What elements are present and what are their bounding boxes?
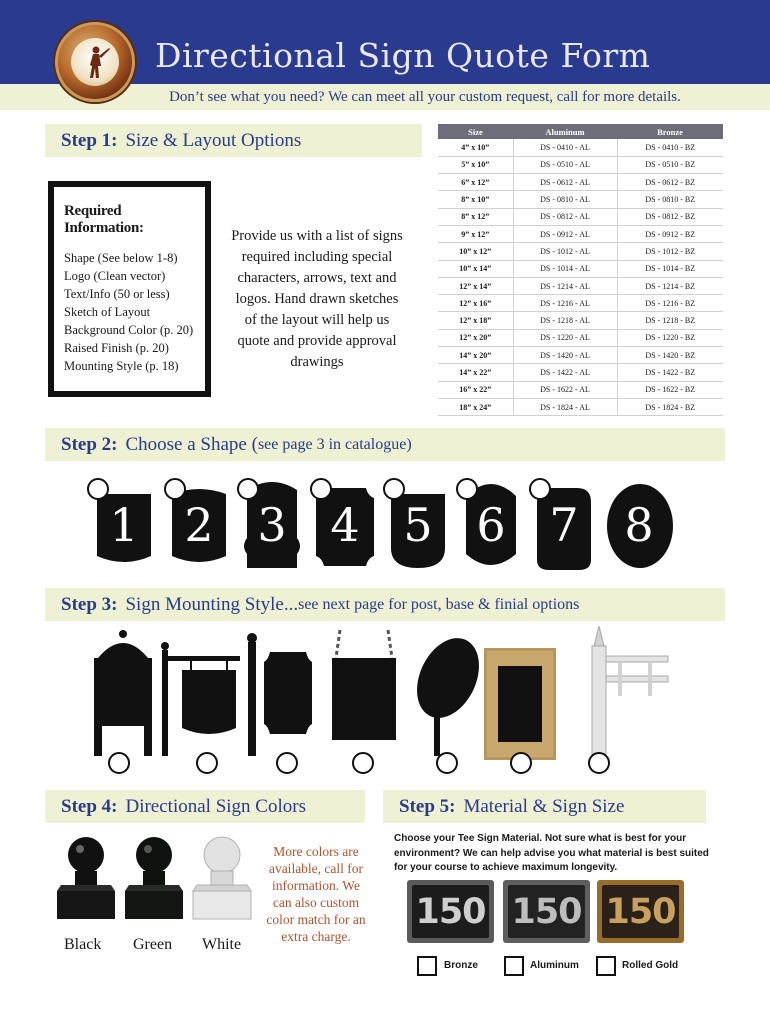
shape-7-checkbox[interactable]: [529, 478, 551, 500]
shape-number: 8: [624, 498, 654, 552]
aluminum-code-cell: DS - 0912 - AL: [513, 225, 617, 242]
size-cell: 12” x 16”: [438, 295, 513, 312]
plate-number: 150: [412, 885, 489, 938]
table-row: [438, 191, 723, 208]
required-info-title: Required Information:: [64, 203, 144, 236]
color-label-green: Green: [133, 936, 173, 953]
aluminum-code-cell: DS - 1622 - AL: [513, 381, 617, 398]
mount-style-3[interactable]: [246, 628, 314, 756]
size-cell: 18” x 24”: [438, 398, 513, 415]
mount-hanging-arm-icon: [160, 628, 242, 756]
column-header-size: Size: [438, 124, 513, 139]
table-row: [438, 295, 723, 312]
mount-single-post-icon: [90, 628, 156, 756]
step4-header: [45, 790, 365, 823]
bronze-code-cell: DS - 1218 - BZ: [617, 312, 723, 329]
bronze-code-cell: DS - 0912 - BZ: [617, 225, 723, 242]
aluminum-code-cell: DS - 1218 - AL: [513, 312, 617, 329]
size-cell: 12” x 14”: [438, 277, 513, 294]
aluminum-code-cell: DS - 1214 - AL: [513, 277, 617, 294]
size-cell: 5” x 10”: [438, 156, 513, 173]
page-subtitle: Don’t see what you need? We can meet all your custom request, call for more details.: [169, 89, 681, 105]
mount-style-7[interactable]: [588, 626, 670, 756]
size-cell: 16” x 22”: [438, 381, 513, 398]
step3-header: [45, 588, 725, 621]
column-header-aluminum: Aluminum: [513, 124, 617, 139]
mount-5-checkbox[interactable]: [436, 752, 458, 774]
rolled-gold-checkbox[interactable]: [596, 956, 616, 976]
size-cell: 6” x 12”: [438, 174, 513, 191]
required-item: Background Color (p. 20): [64, 323, 194, 337]
mount-style-1[interactable]: [90, 628, 156, 756]
step1-header: [45, 124, 422, 157]
plate-number: 150: [508, 885, 585, 938]
bronze-code-cell: DS - 1622 - BZ: [617, 381, 723, 398]
black-post-cap-icon[interactable]: [53, 835, 119, 925]
size-cell: 10” x 12”: [438, 243, 513, 260]
required-item: Logo (Clean vector): [64, 269, 166, 283]
golfer-icon: [71, 38, 119, 86]
shape-option-5[interactable]: [383, 476, 453, 578]
table-row: [438, 156, 723, 173]
bronze-checkbox[interactable]: [417, 956, 437, 976]
table-row: [438, 225, 723, 242]
plate-sample-rolled-gold: [597, 880, 684, 943]
step3-number: Step 3:: [61, 593, 118, 615]
mount-2-checkbox[interactable]: [196, 752, 218, 774]
mount-1-checkbox[interactable]: [108, 752, 130, 774]
table-row: [438, 364, 723, 381]
shape-1-checkbox[interactable]: [87, 478, 109, 500]
table-row: [438, 312, 723, 329]
bronze-code-cell: DS - 1824 - BZ: [617, 398, 723, 415]
aluminum-code-cell: DS - 0510 - AL: [513, 156, 617, 173]
step1-title: Size & Layout Options: [125, 129, 302, 151]
shape-option-4[interactable]: [310, 476, 380, 578]
aluminum-code-cell: DS - 0812 - AL: [513, 208, 617, 225]
rolled-gold-label: Rolled Gold: [622, 960, 679, 971]
required-item: Raised Finish (p. 20): [64, 341, 169, 355]
shape-2-checkbox[interactable]: [164, 478, 186, 500]
bronze-code-cell: DS - 1420 - BZ: [617, 347, 723, 364]
size-cell: 8” x 10”: [438, 191, 513, 208]
mount-6-checkbox[interactable]: [510, 752, 532, 774]
shape-number: 3: [257, 498, 287, 552]
shape-number: 7: [549, 498, 579, 552]
aluminum-code-cell: DS - 0612 - AL: [513, 174, 617, 191]
shape-number: 5: [403, 498, 433, 552]
aluminum-code-cell: DS - 0410 - AL: [513, 139, 617, 156]
table-row: [438, 243, 723, 260]
step5-title: Material & Sign Size: [463, 795, 625, 817]
table-row: [438, 329, 723, 346]
page-title: Directional Sign Quote Form: [155, 36, 651, 75]
required-item: Text/Info (50 or less): [64, 287, 170, 301]
color-label-white: White: [202, 936, 242, 953]
table-row: [438, 398, 723, 415]
aluminum-code-cell: DS - 1420 - AL: [513, 347, 617, 364]
mount-oval-post-icon: [412, 628, 480, 756]
shape-3-checkbox[interactable]: [237, 478, 259, 500]
bronze-code-cell: DS - 0812 - BZ: [617, 208, 723, 225]
required-item: Mounting Style (p. 18): [64, 359, 179, 373]
mount-4-checkbox[interactable]: [352, 752, 374, 774]
step2-header: [45, 428, 725, 461]
shape-option-1[interactable]: [89, 476, 159, 578]
aluminum-code-cell: DS - 0810 - AL: [513, 191, 617, 208]
aluminum-checkbox[interactable]: [504, 956, 524, 976]
plate-sample-aluminum: [503, 880, 590, 943]
bronze-code-cell: DS - 1220 - BZ: [617, 329, 723, 346]
size-cell: 10” x 14”: [438, 260, 513, 277]
step2-note: see page 3 in catalogue): [257, 435, 412, 453]
step5-number: Step 5:: [399, 795, 456, 817]
bronze-code-cell: DS - 0510 - BZ: [617, 156, 723, 173]
required-info-box: [48, 181, 211, 397]
shape-number: 2: [184, 498, 214, 552]
bronze-code-cell: DS - 1012 - BZ: [617, 243, 723, 260]
mount-style-4[interactable]: [330, 628, 398, 756]
shape-4-checkbox[interactable]: [310, 478, 332, 500]
step3-note: see next page for post, base & finial options: [298, 595, 580, 613]
shape-5-checkbox[interactable]: [383, 478, 405, 500]
size-table-body: [438, 139, 723, 416]
bronze-code-cell: DS - 1422 - BZ: [617, 364, 723, 381]
bronze-code-cell: DS - 1216 - BZ: [617, 295, 723, 312]
column-header-bronze: Bronze: [617, 124, 723, 139]
mount-chain-hanging-icon: [330, 628, 398, 756]
white-post-cap-icon[interactable]: [189, 835, 255, 925]
size-cell: 8” x 12”: [438, 208, 513, 225]
mount-style-6[interactable]: [484, 648, 556, 760]
green-post-cap-icon[interactable]: [121, 835, 187, 925]
shape-option-3[interactable]: [237, 476, 307, 578]
aluminum-code-cell: DS - 1216 - AL: [513, 295, 617, 312]
size-cell: 14” x 22”: [438, 364, 513, 381]
required-item: Shape (See below 1-8): [64, 251, 178, 265]
mount-framed-plaque-icon: [484, 648, 556, 760]
mount-3-checkbox[interactable]: [276, 752, 298, 774]
bronze-code-cell: DS - 0410 - BZ: [617, 139, 723, 156]
size-cell: 9” x 12”: [438, 225, 513, 242]
mount-style-2[interactable]: [160, 628, 242, 756]
table-row: [438, 347, 723, 364]
mount-style-5[interactable]: [412, 628, 480, 756]
shape-option-8[interactable]: [604, 476, 674, 578]
table-row: [438, 139, 723, 156]
table-row: [438, 381, 723, 398]
size-cell: 4” x 10”: [438, 139, 513, 156]
size-cell: 14” x 20”: [438, 347, 513, 364]
mount-7-checkbox[interactable]: [588, 752, 610, 774]
aluminum-code-cell: DS - 1824 - AL: [513, 398, 617, 415]
aluminum-label: Aluminum: [530, 960, 579, 971]
bronze-code-cell: DS - 0612 - BZ: [617, 174, 723, 191]
shape-number: 4: [330, 498, 360, 552]
table-row: [438, 208, 723, 225]
plate-sample-bronze: [407, 880, 494, 943]
step4-title: Directional Sign Colors: [125, 795, 306, 817]
color-label-black: Black: [64, 936, 102, 953]
step5-header: [383, 790, 706, 823]
step2-number: Step 2:: [61, 433, 118, 455]
shape-6-checkbox[interactable]: [456, 478, 478, 500]
shape-number: 1: [109, 498, 139, 552]
size-cell: 12” x 20”: [438, 329, 513, 346]
table-row: [438, 174, 723, 191]
bronze-code-cell: DS - 1014 - BZ: [617, 260, 723, 277]
required-item: Sketch of Layout: [64, 305, 151, 319]
step2-title: Choose a Shape (: [125, 433, 258, 455]
mount-wall-post-icon: [246, 628, 314, 756]
table-row: [438, 277, 723, 294]
shape-number: 6: [476, 498, 506, 552]
mount-white-post-bracket-icon: [588, 626, 670, 756]
shape-option-7[interactable]: [529, 476, 599, 578]
step4-number: Step 4:: [61, 795, 118, 817]
size-cell: 12” x 18”: [438, 312, 513, 329]
aluminum-code-cell: DS - 1012 - AL: [513, 243, 617, 260]
more-colors-note: More colors are available, call for information. We can also custom color match for an extra charge.: [266, 844, 366, 944]
plate-number: 150: [602, 885, 679, 938]
provide-instructions: Provide us with a list of signs required including special characters, arrows, text and logos. Hand drawn sketches of the layout will help us quote and provide approval drawings: [231, 228, 403, 370]
aluminum-code-cell: DS - 1422 - AL: [513, 364, 617, 381]
required-info-list: [64, 249, 196, 375]
size-table: [438, 124, 723, 416]
step1-number: Step 1:: [61, 129, 118, 151]
shape-option-6[interactable]: [456, 476, 526, 578]
material-description: Choose your Tee Sign Material. Not sure what is best for your environment? We can help advise you what material is best suited for your course to achieve maximum longevity.: [394, 833, 709, 873]
table-header-row: [438, 124, 723, 139]
bronze-label: Bronze: [444, 960, 478, 971]
aluminum-code-cell: DS - 1014 - AL: [513, 260, 617, 277]
bronze-code-cell: DS - 0810 - BZ: [617, 191, 723, 208]
aluminum-code-cell: DS - 1220 - AL: [513, 329, 617, 346]
bronze-code-cell: DS - 1214 - BZ: [617, 277, 723, 294]
step3-title: Sign Mounting Style...: [125, 593, 299, 615]
shape-option-2[interactable]: [164, 476, 234, 578]
table-row: [438, 260, 723, 277]
